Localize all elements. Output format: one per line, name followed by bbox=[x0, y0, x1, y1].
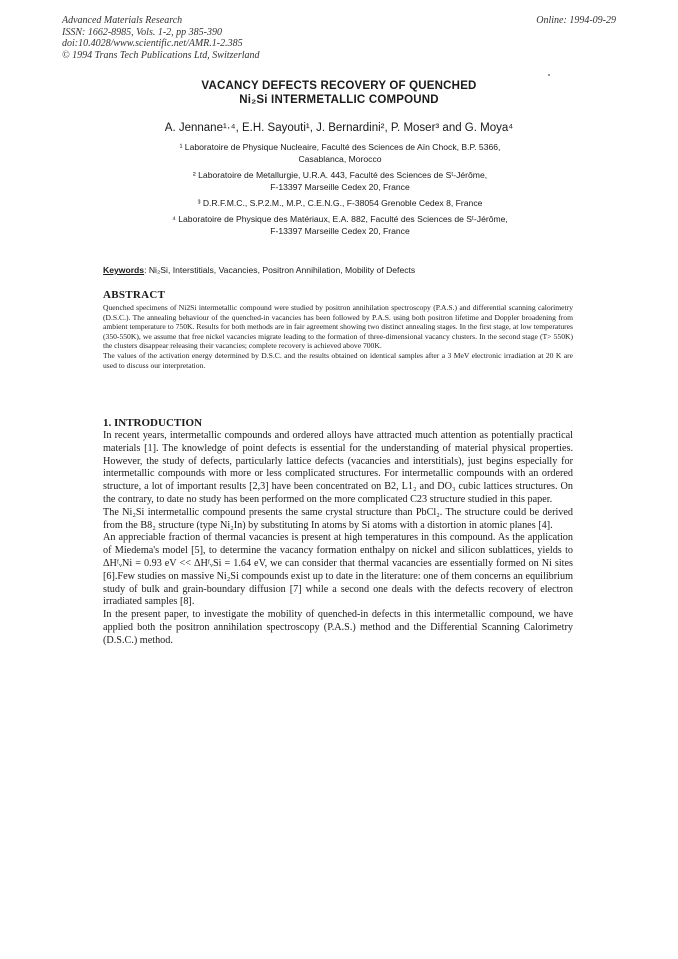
affiliation-2-line-2: F-13397 Marseille Cedex 20, France bbox=[270, 182, 410, 192]
author-list: A. Jennane¹·⁴, E.H. Sayouti¹, J. Bernardini², P. Moser³ and G. Moya⁴ bbox=[164, 122, 514, 134]
keywords-label: Keywords bbox=[103, 265, 145, 275]
issn-line: ISSN: 1662-8985, Vols. 1-2, pp 385-390 bbox=[62, 26, 222, 38]
affiliation-1-line-2: Casablanca, Morocco bbox=[298, 154, 382, 164]
affiliation-1 bbox=[100, 141, 580, 165]
scan-speck bbox=[548, 74, 550, 76]
introduction-paragraph-2: The Ni₂Si intermetallic compound presents the same crystal structure than PbCl₂. The structure could be derived from the B8₂ structure (type Ni₂In) by substituting In atoms by Si atoms with a distortion in atomic planes [4]. bbox=[103, 506, 573, 531]
introduction-heading: 1. INTRODUCTION bbox=[103, 417, 203, 429]
keywords-line bbox=[103, 265, 415, 275]
abstract-heading: ABSTRACT bbox=[103, 289, 166, 301]
journal-name: Advanced Materials Research bbox=[62, 15, 183, 26]
publication-info bbox=[62, 15, 260, 61]
affiliation-3 bbox=[100, 197, 580, 209]
affiliation-3-line-1: ³ D.R.F.M.C., S.P.2.M., M.P., C.E.N.G., F-38054 Grenoble Cedex 8, France bbox=[197, 198, 483, 208]
title-line-2: Ni₂Si INTERMETALLIC COMPOUND bbox=[239, 94, 439, 106]
affiliations bbox=[100, 141, 580, 241]
introduction-paragraph-1: In recent years, intermetallic compounds and ordered alloys have attracted much attention as potentially practical materials [1]. The knowledge of point defects is essential for the understanding of material physical properties. However, the study of defects, particularly lattice defects (vacancies and interstitials), just begins especially for intermetallic compounds with more or less complicated structures. For intermetallic compounds with an ordered structure, a lot of important results [2,3] have been concentrated on B2, L1₂ and DO₃ cubic lattices structures. On the contrary, to date no study has been performed on the more complicated C23 structure studied in this paper. bbox=[103, 430, 573, 505]
paper-title bbox=[62, 79, 616, 107]
abstract-paragraph-1: Quenched specimens of Ni2Si intermetallic compound were studied by positron annihilation spectroscopy (P.A.S.) and differential scanning calorimetry (D.S.C.). The annealing behaviour of the quenched-in vacancies has been followed by P.A.S. using both positron lifetime and Doppler broadening from ambient temperature to 750K. Results for both methods are in fair agreement showing two distinct annealing stages. In the first stage, at low temperatures (350-550K), we assume that free nickel vacancies migrate leading to the formation of three-dimensional vacancy clusters. In the second stage (T> 550K) the clusters disappear releasing their vacancies; complete recovery is achieved above 700K. bbox=[103, 303, 573, 351]
abstract-section bbox=[103, 289, 573, 370]
affiliation-4-line-1: ⁴ Laboratoire de Physique des Matériaux, E.A. 882, Faculté des Sciences de Sᵗ-Jérôme, bbox=[172, 214, 508, 224]
abstract-paragraph-2: The values of the activation energy determined by D.S.C. and the results obtained on identical samples after a 3 MeV electronic irradiation at 20 K are used to discuss our interpretation. bbox=[103, 350, 573, 370]
keywords-text: : Ni₂Si, Interstitials, Vacancies, Positron Annihilation, Mobility of Defects bbox=[144, 265, 416, 275]
affiliation-2-line-1: ² Laboratoire de Metallurgie, U.R.A. 443, Faculté des Sciences de Sᵗ-Jérôme, bbox=[192, 170, 488, 180]
doi-line: doi:10.4028/www.scientific.net/AMR.1-2.385 bbox=[62, 38, 243, 49]
introduction-paragraph-4: In the present paper, to investigate the mobility of quenched-in defects in this intermetallic compound, we have applied both the positron annihilation spectroscopy (P.A.S.) method and the Differential Scanning Calorimetry (D.S.C.) method. bbox=[103, 609, 573, 646]
affiliation-4 bbox=[100, 213, 580, 237]
introduction-section bbox=[103, 417, 573, 648]
online-date: Online: 1994-09-29 bbox=[536, 15, 616, 26]
title-line-1: VACANCY DEFECTS RECOVERY OF QUENCHED bbox=[201, 80, 477, 92]
affiliation-4-line-2: F-13397 Marseille Cedex 20, France bbox=[270, 226, 410, 236]
affiliation-1-line-1: ¹ Laboratoire de Physique Nucleaire, Faculté des Sciences de Aïn Chock, B.P. 5366, bbox=[179, 142, 501, 152]
introduction-paragraph-3: An appreciable fraction of thermal vacancies is present at high temperatures in this compound. As the application of Miedema's model [5], to determine the vacancy formation enthalpy on nickel and silicon sublattices, yields to ΔHᶠᵥNi = 0.93 eV << ΔHᶠᵥSi = 1.64 eV, we can consider that thermal vacancies are essentially formed on Ni sites [6].Few studies on massive Ni₂Si compounds exist up to date in the literature: one of them concerns an equilibrium study of bulk and grain-boundary diffusion [7] while a second one deals with the defects recovery of electron irradiated samples [8]. bbox=[103, 532, 573, 608]
copyright-line: © 1994 Trans Tech Publications Ltd, Switzerland bbox=[62, 49, 260, 61]
affiliation-2 bbox=[100, 169, 580, 193]
